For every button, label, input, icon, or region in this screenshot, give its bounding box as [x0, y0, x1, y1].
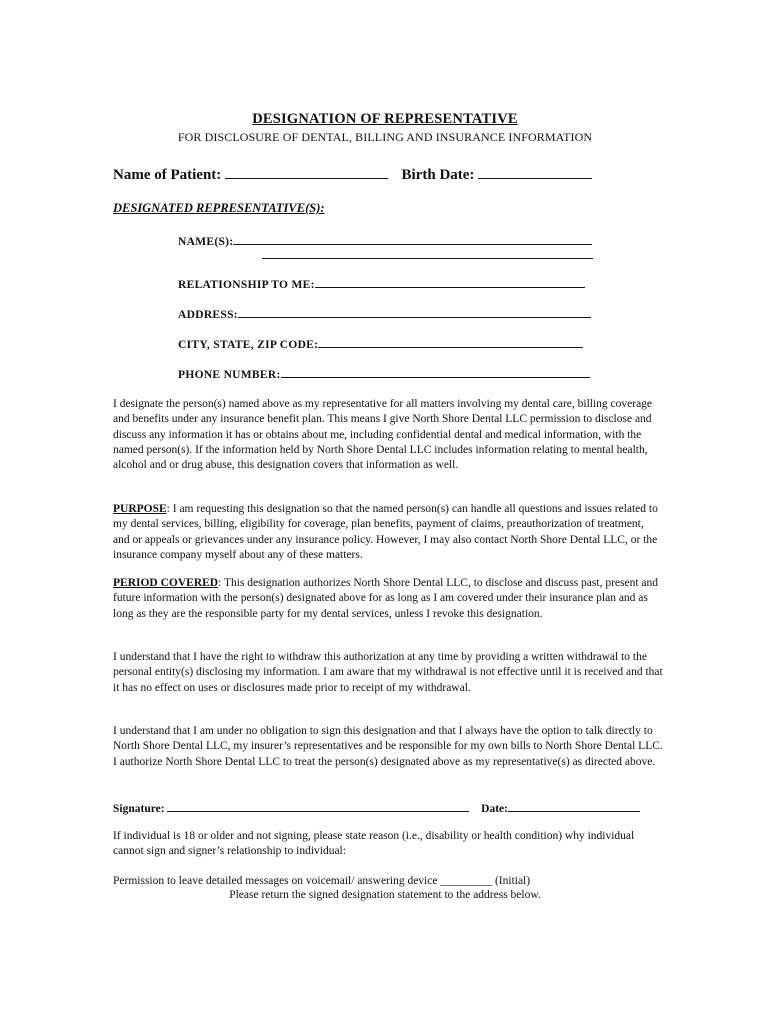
purpose-paragraph: [113, 502, 663, 563]
voicemail-permission: Permission to leave detailed messages on voicemail/ answering device _________ (Initial): [113, 875, 531, 887]
address-field[interactable]: [238, 306, 591, 318]
reason-paragraph: If individual is 18 or older and not signing, please state reason (i.e., disability or health condition) why individual cannot sign and signer’s relationship to individual:: [113, 830, 635, 858]
period-covered-label: PERIOD COVERED: [113, 577, 219, 589]
city-state-zip-label: CITY, STATE, ZIP CODE:: [178, 339, 319, 351]
withdrawal-paragraph: I understand that I have the right to withdraw this authorization at any time by providing a written withdrawal to the personal entity(s) disclosing my information. I am aware that my withdrawal is not effective until it is received and that it has no effect on uses or disclosures made prior to receipt of my withdrawal.: [113, 651, 663, 694]
obligation-paragraph: I understand that I am under no obligation to sign this designation and that I always have the option to talk directly to North Shore Dental LLC, my insurer’s representatives and be responsible for my own bills to North Shore Dental LLC. I authorize North Shore Dental LLC to treat the person(s) designated above as my representative(s) as directed above.: [113, 725, 663, 768]
phone-label: PHONE NUMBER:: [178, 369, 281, 381]
period-covered-paragraph: [113, 576, 663, 622]
form-title: DESIGNATION OF REPRESENTATIVE: [252, 111, 518, 127]
address-row: [178, 306, 591, 321]
date-label: Date:: [481, 803, 508, 815]
birth-date-field[interactable]: [478, 165, 592, 179]
signature-row: [113, 800, 640, 815]
names-field[interactable]: [233, 233, 592, 245]
purpose-label: PURPOSE: [113, 503, 167, 515]
representatives-heading: DESIGNATED REPRESENTATIVE(S):: [113, 201, 325, 215]
form-subtitle: FOR DISCLOSURE OF DENTAL, BILLING AND INSURANCE INFORMATION: [177, 130, 593, 144]
relationship-field[interactable]: [315, 276, 585, 288]
names-field-second-line[interactable]: [262, 258, 593, 259]
signature-field[interactable]: [167, 800, 469, 812]
city-state-zip-field[interactable]: [318, 336, 583, 348]
date-field[interactable]: [508, 800, 640, 812]
city-state-zip-row: [178, 336, 583, 351]
designation-paragraph: I designate the person(s) named above as my representative for all matters involving my dental care, billing coverage and benefits under any insurance benefit plan. This means I give North Shore Dental LLC permission to disclose and discuss any information it has or obtains about me, including confidential dental and medical information, with the named person(s). If the information held by North Shore Dental LLC includes information relating to mental health, alcohol and or drug abuse, this designation covers that information as well.: [113, 398, 653, 472]
address-label: ADDRESS:: [178, 309, 238, 321]
return-instruction: Please return the signed designation statement to the address below.: [229, 889, 541, 901]
patient-info-row: [113, 165, 592, 184]
relationship-label: RELATIONSHIP TO ME:: [178, 279, 315, 291]
patient-name-label: Name of Patient:: [113, 167, 222, 183]
patient-name-field[interactable]: [225, 165, 388, 179]
signature-label: Signature:: [113, 803, 165, 815]
names-row: [178, 233, 592, 248]
phone-field[interactable]: [281, 366, 590, 378]
purpose-text: : I am requesting this designation so that the named person(s) can handle all questions and issues related to my dental services, billing, eligibility for coverage, plan benefits, payment of claims, preauthorization of treatment, and or appeals or grievances under any insurance policy. However, I may also contact North Shore Dental LLC, or the insurance company myself about any of these matters.: [113, 503, 658, 561]
relationship-row: [178, 276, 585, 291]
phone-row: [178, 366, 590, 381]
period-covered-text: : This designation authorizes North Shore Dental LLC, to disclose and discuss past, present and future information with the person(s) designated above for as long as I am covered under their insurance plan and as long as they are the responsible party for my dental services, unless I revoke this designation.: [113, 577, 659, 620]
names-label: NAME(S):: [178, 236, 234, 248]
birth-date-label: Birth Date:: [401, 167, 475, 183]
